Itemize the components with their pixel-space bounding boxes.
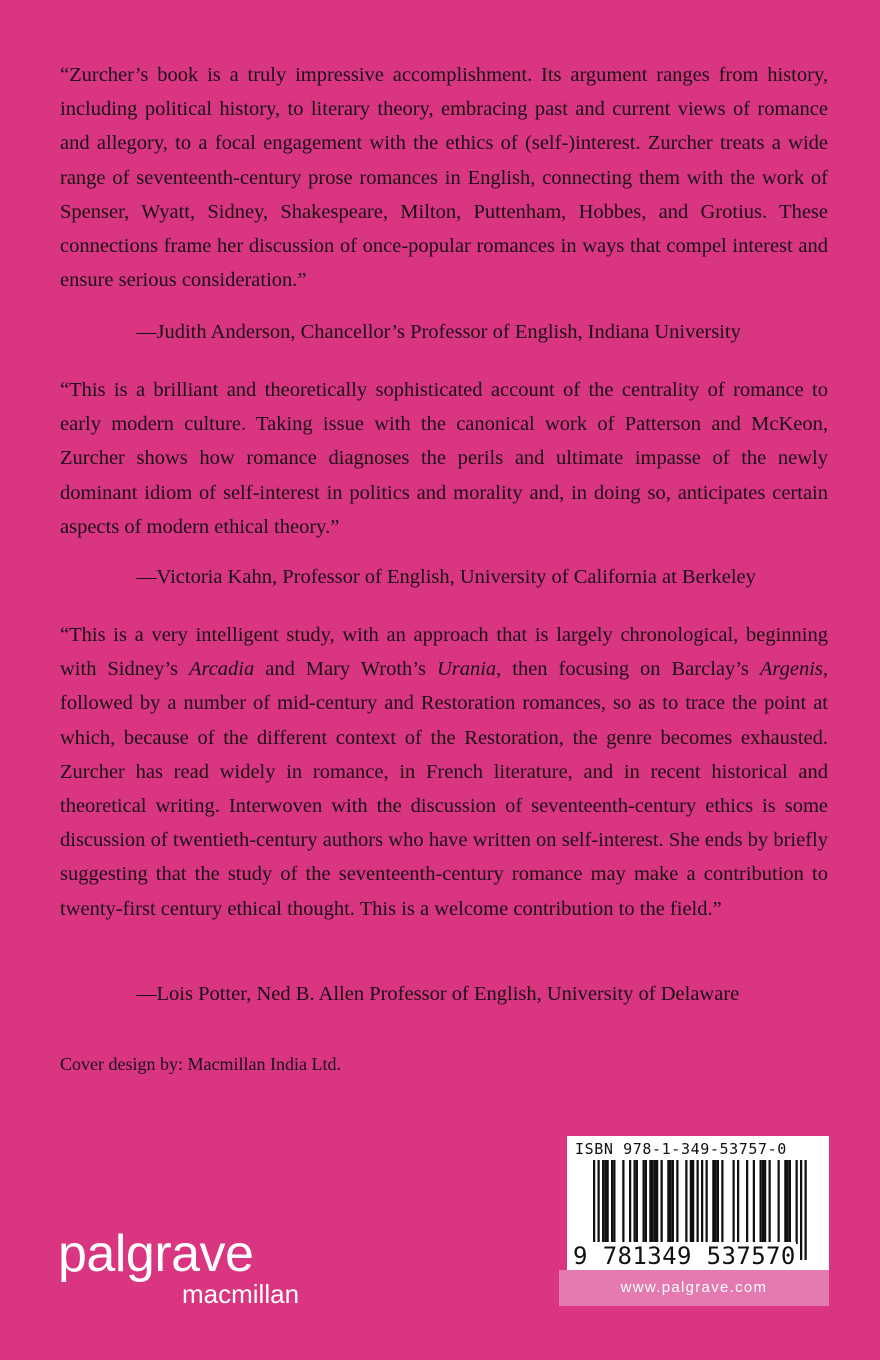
barcode-bar [667,1160,669,1244]
quote-text: “This is a very intelligent study, with an approach that is largely chronological, beginning with Sidney’s [60,624,828,681]
barcode-bar [652,1160,654,1244]
quote-1 [60,58,828,297]
website-url[interactable]: www.palgrave.com [620,1279,768,1296]
barcode-bar [670,1160,672,1244]
barcode-bar [762,1160,764,1244]
book-title: Arcadia [188,658,255,681]
barcode-bar [656,1160,658,1244]
quote-text: “Zurcher’s book is a truly impressive accomplishment. Its argument ranges from history, including political history, to literary theory, embracing past and current views of romance and allegory, to a focal engagement with the ethics of (self-)interest. Zurcher treats a wide range of seventeenth-century prose romances in English, connecting them with the work of Spenser, Wyatt, Sidney, Shakespeare, Milton, Puttenham, Hobbes, and Grotius. These connections frame her discussion of once-popular romances in ways that compel interest and ensure serious consideration.” [60,64,828,292]
barcode-bar [649,1160,651,1244]
barcode-bar [676,1160,678,1244]
barcode-bar [764,1160,766,1244]
barcode-bar [800,1160,802,1260]
barcode-bar [607,1160,609,1244]
barcode-bar [672,1160,674,1244]
isbn-digits: 9 781349 537570 [573,1242,796,1270]
barcode-bar [690,1160,692,1244]
quote-text: and Mary Wroth’s [254,658,437,681]
barcode-bar [622,1160,624,1244]
website-band [559,1270,829,1306]
barcode [567,1136,829,1270]
logo-macmillan: macmillan [182,1279,300,1309]
barcode-bar [629,1160,631,1244]
barcode-bar [737,1160,739,1244]
isbn-label: ISBN 978-1-349-53757-0 [575,1140,787,1158]
barcode-bar [760,1160,762,1244]
barcode-bar [685,1160,687,1244]
barcode-bar [613,1160,615,1244]
barcode-bar [611,1160,613,1244]
quote-text: “This is a brilliant and theoretically sophisticated account of the centrality of romance to early modern culture. Taking issue with the canonical work of Patterson and McKeon, Zurcher shows how romance diagnoses the perils and ultimate impasse of the newly dominant idiom of self-interest in politics and morality and, in doing so, anticipates certain aspects of modern ethical theory.” [60,379,828,538]
barcode-bar [634,1160,636,1244]
barcode-bar [712,1160,714,1244]
barcode-bar [787,1160,789,1244]
barcode-bar [753,1160,755,1244]
quote-text: , followed by a number of mid-century and Restoration romances, so as to trace the point at which, because of the different context of the Restoration, the genre becomes exhausted. Zurcher has read widely in romance, in French literature, and in recent historical and theoretical writing. Interwoven with the discussion of seventeenth-century ethics is some discussion of twentieth-century authors who have written on self-interest. She ends by briefly suggesting that the study of the seventeenth-century romance may make a contribution to twenty-first century ethical thought. This is a welcome contribution to the field.” [60,658,828,920]
quote-1-attribution: —Judith Anderson, Chancellor’s Professor of English, Indiana University [136,321,741,343]
barcode-bar [706,1160,708,1244]
barcode-bar [733,1160,735,1244]
barcode-bar [602,1160,604,1244]
barcode-bar [717,1160,719,1244]
barcode-bar [636,1160,638,1244]
book-title: Argenis [759,658,823,681]
logo-palgrave: palgrave [58,1225,254,1283]
barcode-bar [784,1160,786,1244]
book-title: Urania [436,658,497,681]
quote-3-attribution: —Lois Potter, Ned B. Allen Professor of English, University of Delaware [136,983,740,1005]
cover-design-credit: Cover design by: Macmillan India Ltd. [60,1054,341,1074]
quote-2 [60,373,828,544]
barcode-bar [746,1160,748,1244]
barcode-bar [715,1160,717,1244]
quote-3 [60,618,828,926]
palgrave-logo [58,1224,308,1314]
barcode-bar [796,1160,798,1244]
quote-text: , then focusing on Barclay’s [496,658,760,681]
barcode-bar [805,1160,807,1260]
quote-2-attribution: —Victoria Kahn, Professor of English, University of California at Berkeley [136,566,756,588]
barcode-bar [643,1160,645,1244]
barcode-bar [604,1160,606,1244]
barcode-bar [778,1160,780,1244]
barcode-bar [692,1160,694,1244]
barcode-bar [769,1160,771,1244]
barcode-bar [789,1160,791,1244]
barcode-bar [654,1160,656,1244]
barcode-bar [721,1160,723,1244]
barcode-bar [661,1160,663,1244]
barcode-bar [645,1160,647,1244]
